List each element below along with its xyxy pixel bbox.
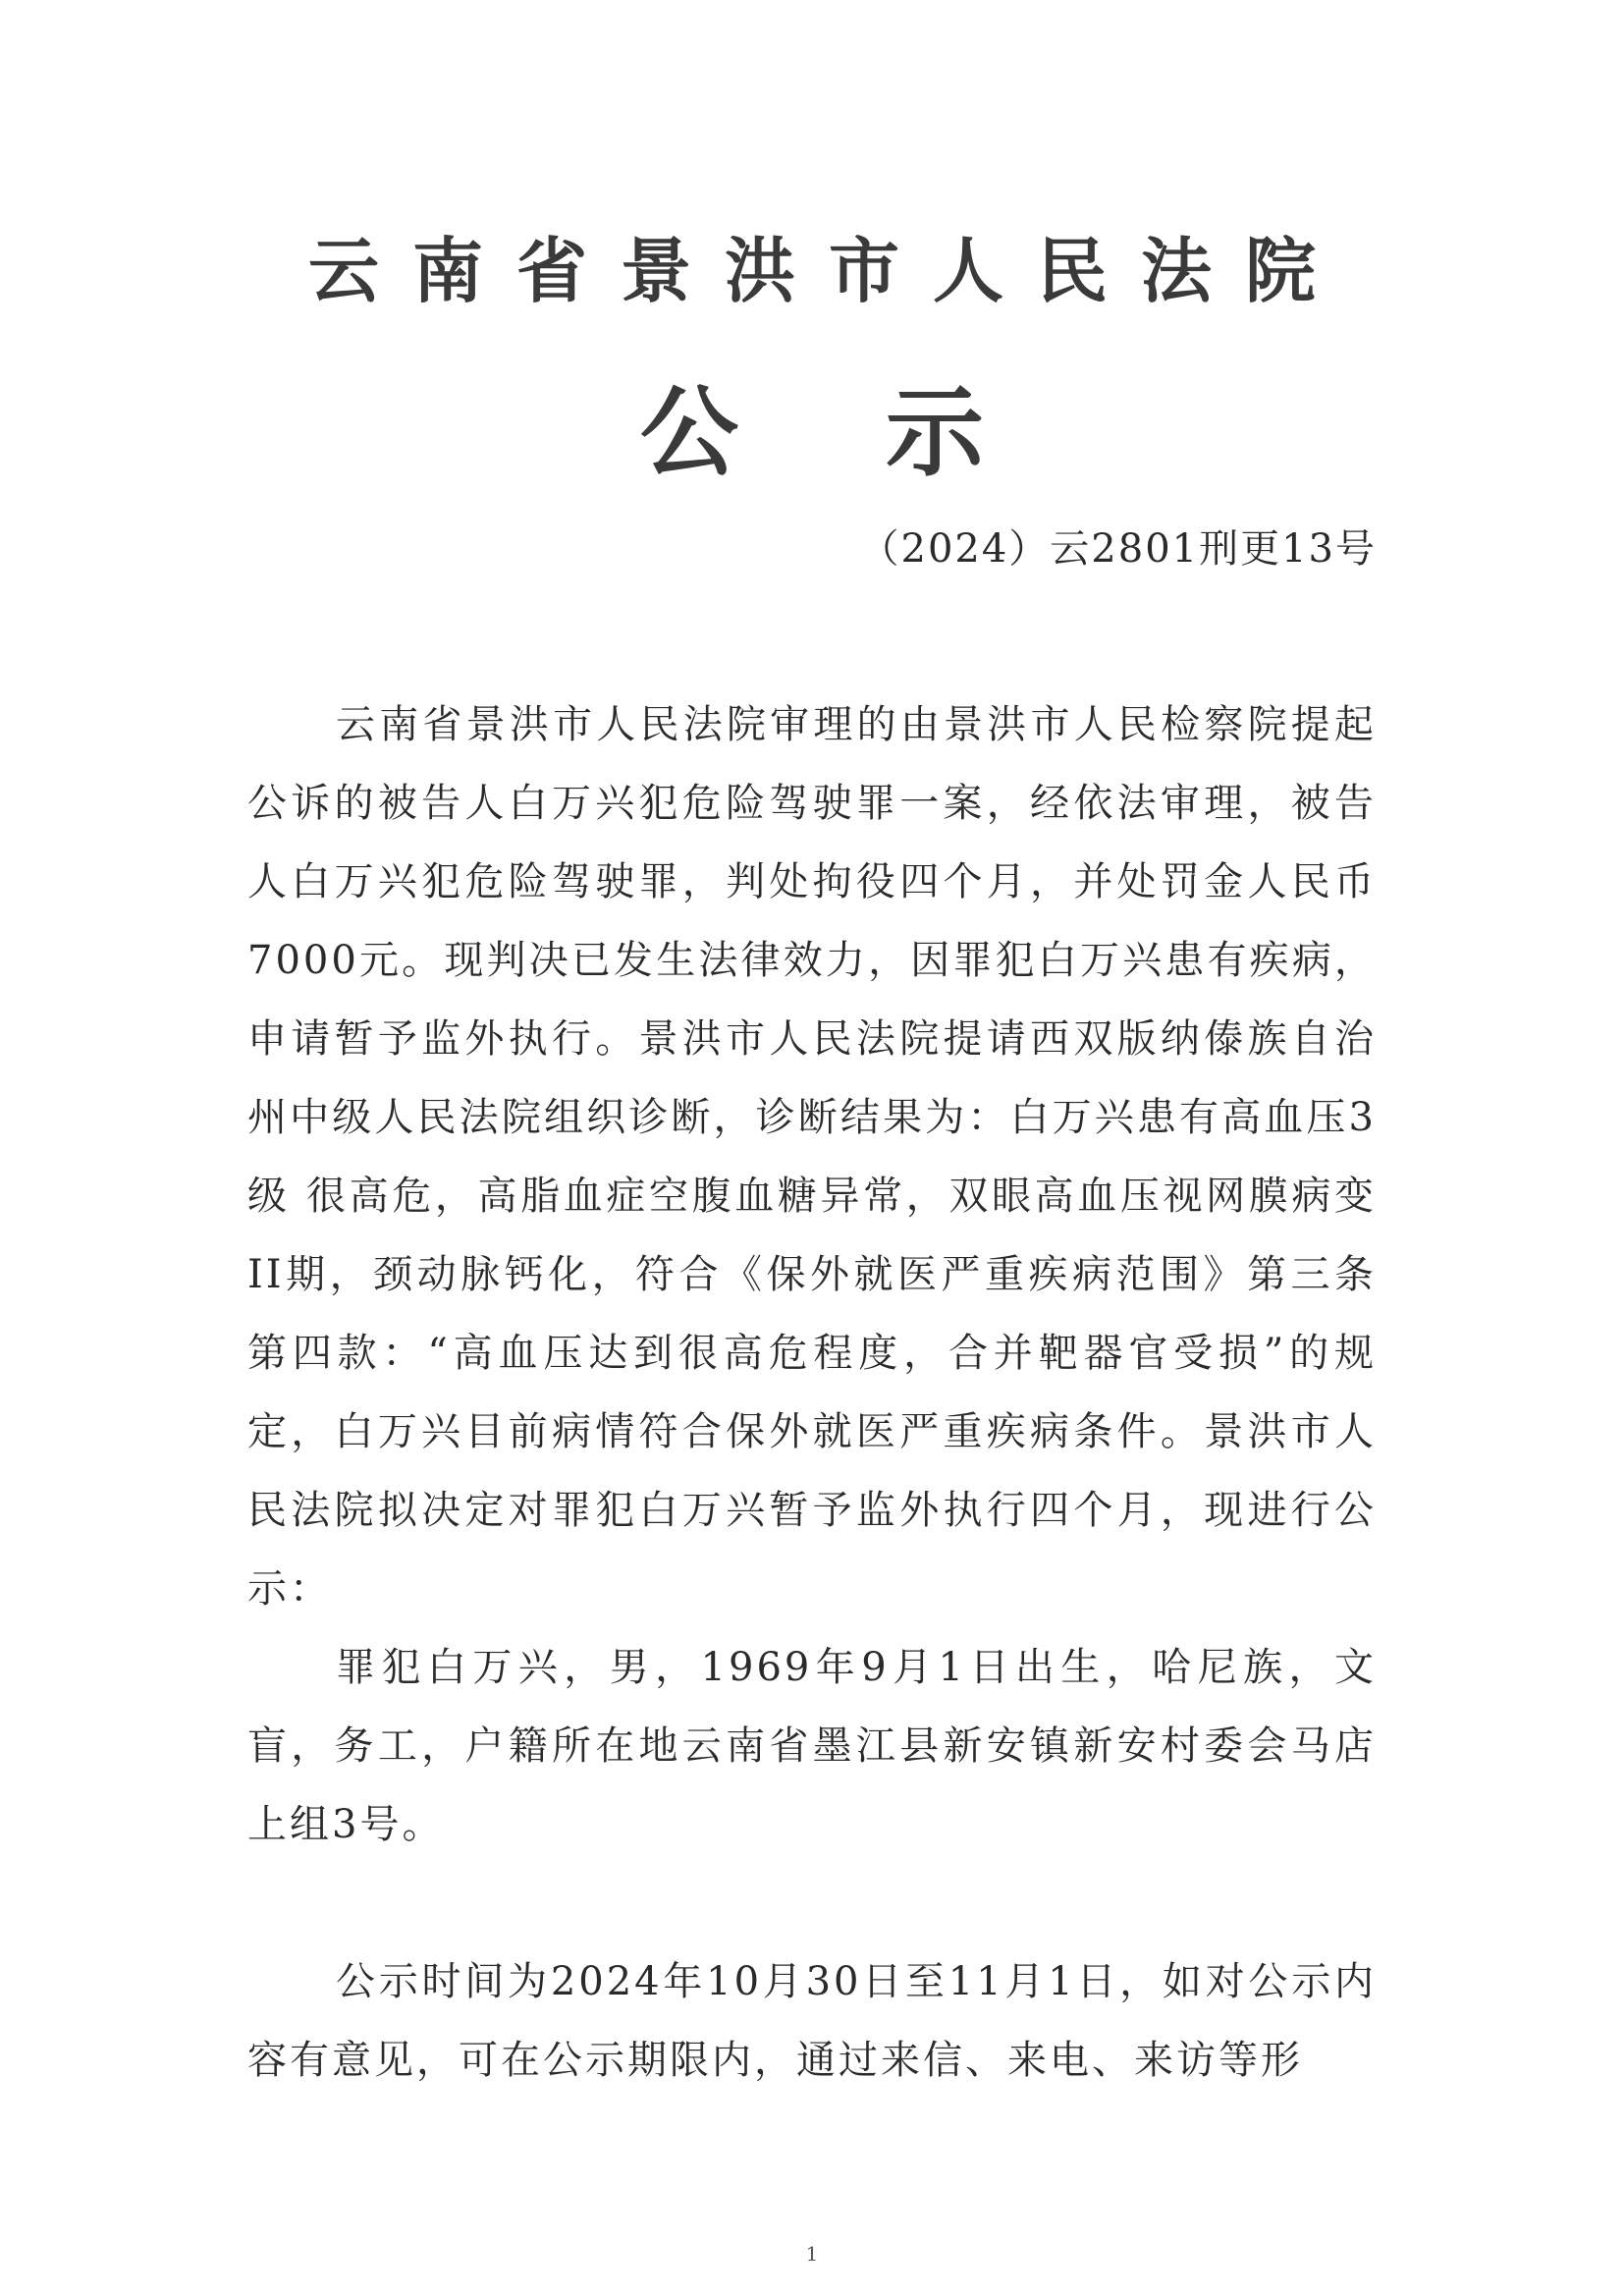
notice-title: 公示 bbox=[640, 374, 1131, 490]
court-name-heading: 云南省景洪市人民法院 bbox=[307, 229, 1349, 312]
paragraph-case-summary: 云南省景洪市人民法院审理的由景洪市人民检察院提起公诉的被告人白万兴犯危险驾驶罪一案，经依法审理，被告人白万兴犯危险驾驶罪，判处拘役四个月，并处罚金人民币7000元。现判决已发生法律效力，因罪犯白万兴患有疾病，申请暂予监外执行。景洪市人民法院提请西双版纳傣族自治州中级人民法院组织诊断，诊断结果为：白万兴患有高血压3级 很高危，高脂血症空腹血糖异常，双眼高血压视网膜病变II期，颈动脉钙化，符合《保外就医严重疾病范围》第三条第四款：“高血压达到很高危程度，合并靶器官受损”的规定，白万兴目前病情符合保外就医严重疾病条件。景洪市人民法院拟决定对罪犯白万兴暂予监外执行四个月，现进行公示： bbox=[247, 702, 1377, 1612]
paragraph-notice-period: 公示时间为2024年10月30日至11月1日，如对公示内容有意见，可在公示期限内，通过来信、来电、来访等形 bbox=[247, 1959, 1377, 2083]
page-number: 1 bbox=[805, 2242, 819, 2266]
paragraph-offender-info: 罪犯白万兴，男，1969年9月1日出生，哈尼族，文盲，务工，户籍所在地云南省墨江县新安镇新安村委会马店上组3号。 bbox=[247, 1645, 1377, 1847]
case-number: （2024）云2801刑更13号 bbox=[859, 526, 1377, 572]
